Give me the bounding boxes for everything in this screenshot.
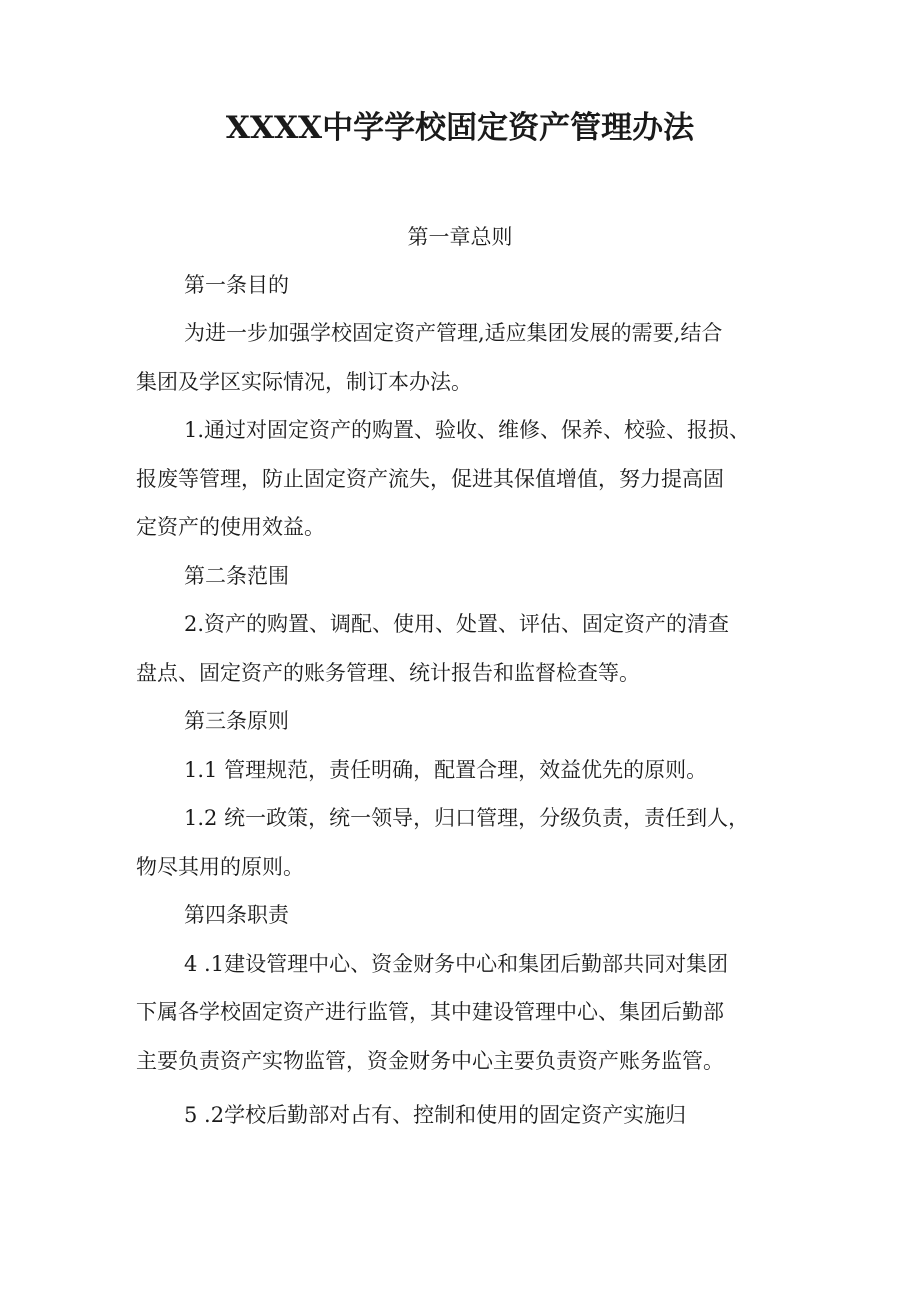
paragraph-line: 1.通过对固定资产的购置、验收、维修、保养、校验、报损、	[184, 418, 751, 442]
paragraph-line: 盘点、固定资产的账务管理、统计报告和监督检查等。	[136, 661, 640, 685]
paragraph-line: 5 .2学校后勤部对占有、控制和使用的固定资产实施归	[184, 1103, 687, 1127]
paragraph-line: 物尽其用的原则。	[136, 855, 304, 879]
paragraph-line: 1.1 管理规范，责任明确，配置合理，效益优先的原则。	[184, 758, 708, 782]
chapter-heading: 第一章总则	[407, 225, 513, 249]
paragraph-line: 主要负责资产实物监管，资金财务中心主要负责资产账务监管。	[136, 1049, 724, 1073]
document-title: XXXX中学学校固定资产管理办法	[225, 110, 695, 146]
article-heading: 第三条原则	[184, 709, 289, 733]
article-heading: 第一条目的	[184, 273, 289, 297]
paragraph-line: 集团及学区实际情况，制订本办法。	[136, 370, 472, 394]
paragraph-line: 2.资产的购置、调配、使用、处置、评估、固定资产的清查	[184, 612, 730, 636]
paragraph-line: 定资产的使用效益。	[136, 515, 325, 539]
paragraph-line: 下属各学校固定资产进行监管，其中建设管理中心、集团后勤部	[136, 1000, 724, 1024]
paragraph-line: 4 .1建设管理中心、资金财务中心和集团后勤部共同对集团	[184, 952, 729, 976]
paragraph-line: 为进一步加强学校固定资产管理,适应集团发展的需要,结合	[184, 321, 723, 345]
article-heading: 第四条职责	[184, 903, 289, 927]
paragraph-line: 1.2 统一政策，统一领导，归口管理，分级负责，责任到人，	[184, 806, 750, 830]
article-heading: 第二条范围	[184, 564, 289, 588]
paragraph-line: 报废等管理，防止固定资产流失，促进其保值增值，努力提高固	[136, 467, 724, 491]
